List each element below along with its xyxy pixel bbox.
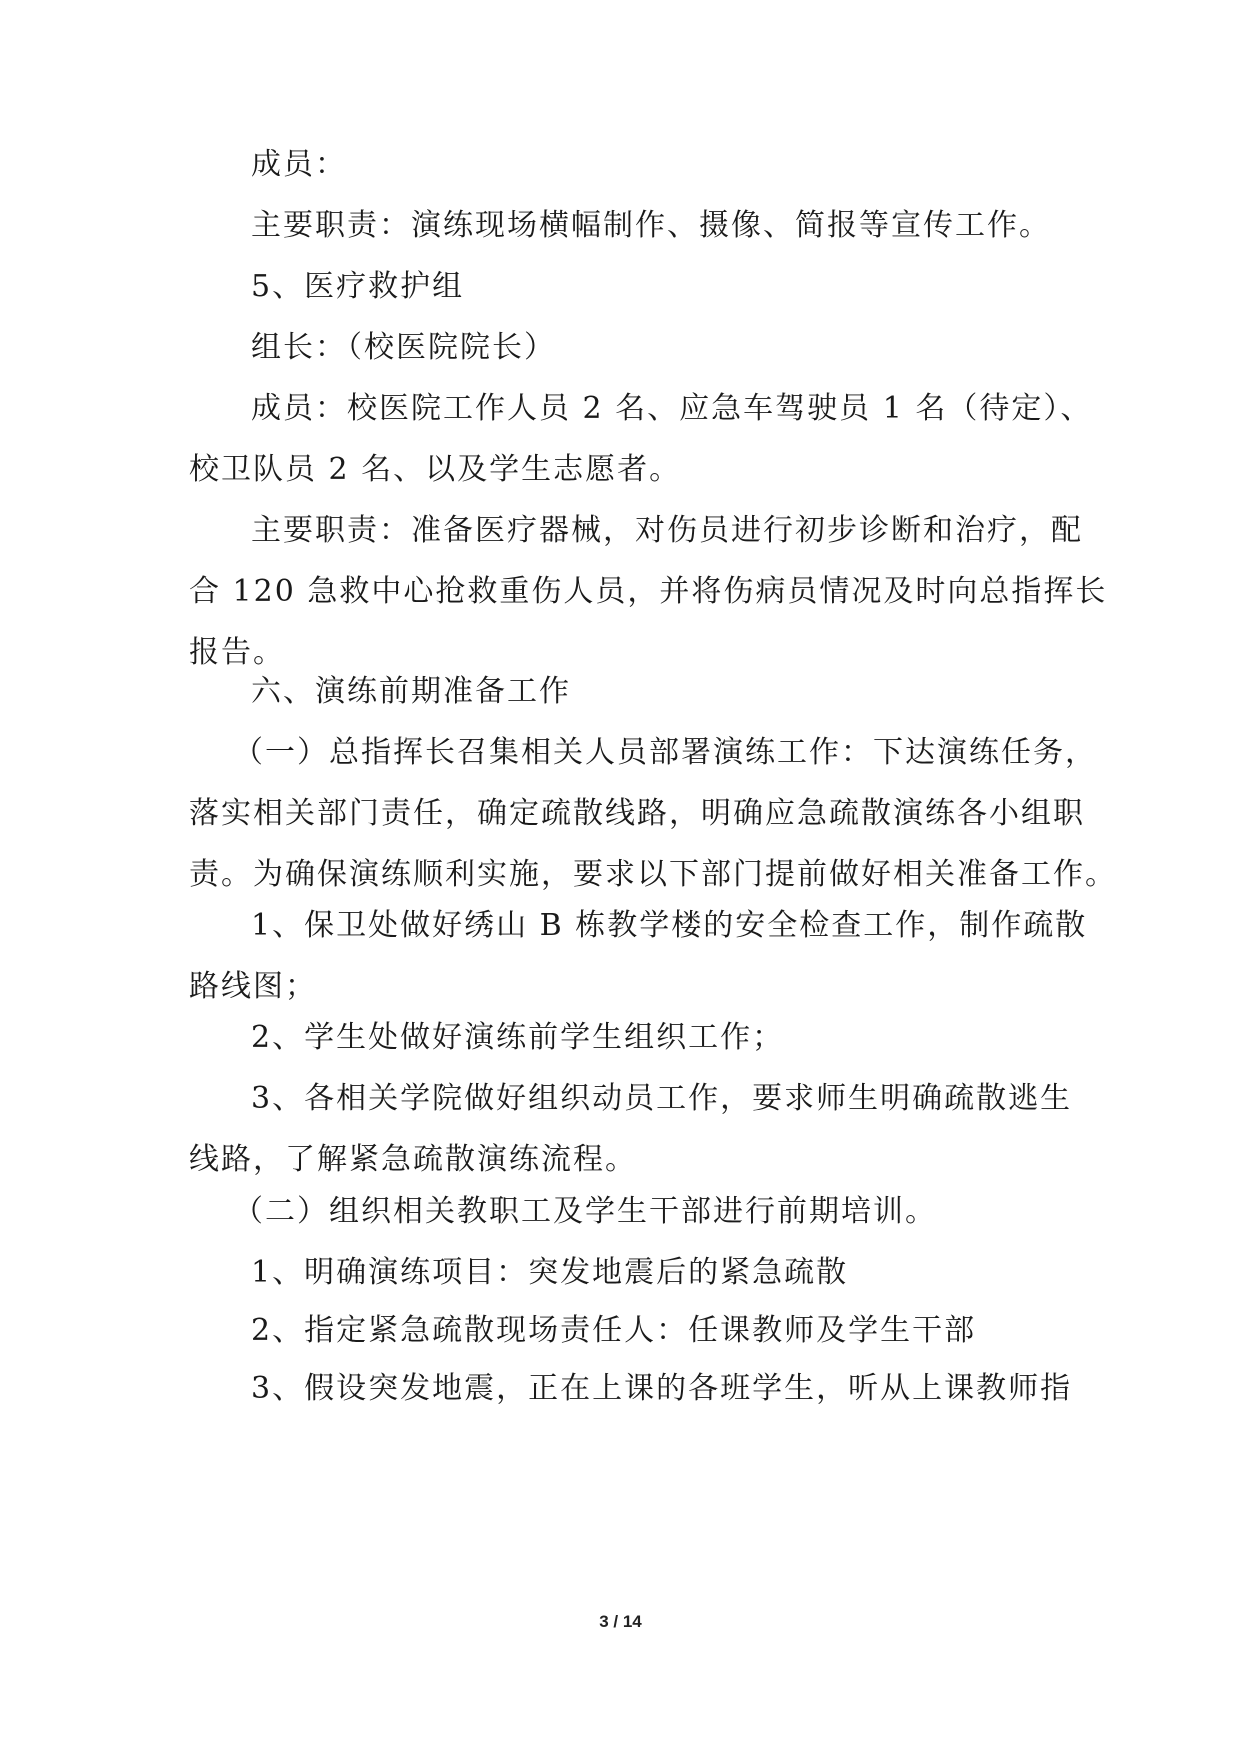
list-item: 1、保卫处做好绣山 B 栋教学楼的安全检查工作，制作疏散 路线图； bbox=[189, 908, 1088, 1004]
paragraph: 主要职责：准备医疗器械，对伤员进行初步诊断和治疗，配 合 120 急救中心抢救重伤人员，并将伤病员情况及时向总指挥长 报告。 bbox=[189, 513, 1108, 670]
page-number: 3 / 14 bbox=[599, 1612, 642, 1631]
list-item: 2、学生处做好演练前学生组织工作； bbox=[251, 1020, 785, 1055]
list-item: 3、各相关学院做好组织动员工作，要求师生明确疏散逃生 线路，了解紧急疏散演练流程。 bbox=[189, 1081, 1073, 1177]
section-heading: 5、医疗救护组 bbox=[251, 269, 465, 304]
paragraph: 组长：（校医院院长） bbox=[251, 330, 556, 365]
list-item: 1、明确演练项目：突发地震后的紧急疏散 bbox=[251, 1255, 849, 1290]
list-item: 3、假设突发地震，正在上课的各班学生，听从上课教师指 bbox=[251, 1371, 1073, 1406]
paragraph: （一）总指挥长召集相关人员部署演练工作：下达演练任务， 落实相关部门责任，确定疏散线路，明确应急疏散演练各小组职 责。为确保演练顺利实施，要求以下部门提前做好相关准备工作。 bbox=[189, 735, 1117, 892]
section-heading: 六、演练前期准备工作 bbox=[251, 674, 571, 709]
paragraph: 主要职责：演练现场横幅制作、摄像、简报等宣传工作。 bbox=[251, 208, 1051, 243]
list-item: 2、指定紧急疏散现场责任人：任课教师及学生干部 bbox=[251, 1313, 977, 1348]
paragraph: 成员： bbox=[251, 147, 347, 182]
section-heading: （二）组织相关教职工及学生干部进行前期培训。 bbox=[233, 1194, 937, 1229]
paragraph: 成员：校医院工作人员 2 名、应急车驾驶员 1 名（待定）、 校卫队员 2 名、以及学生志愿者。 bbox=[189, 391, 1093, 487]
